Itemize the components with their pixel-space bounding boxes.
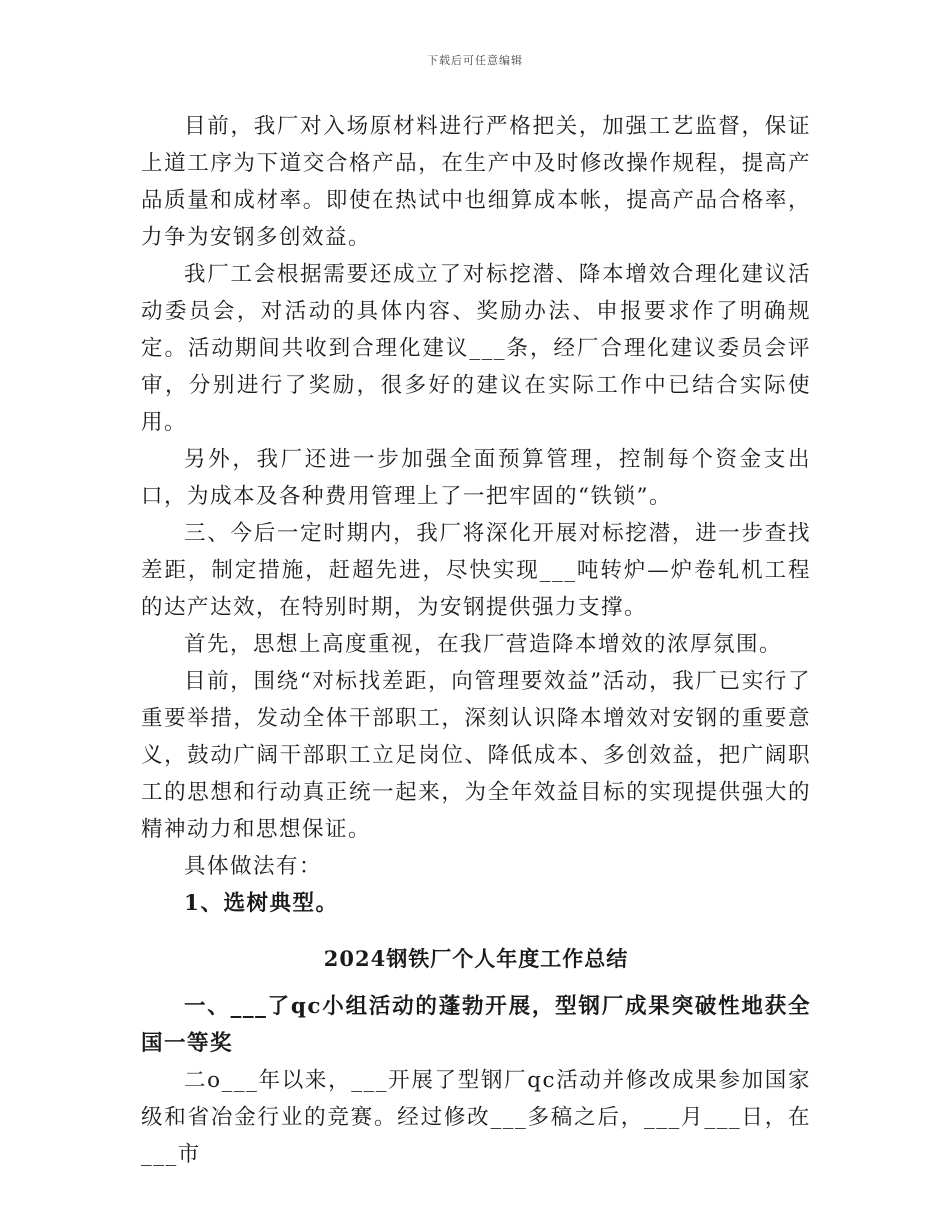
paragraph: 三、今后一定时期内，我厂将深化开展对标挖潜，进一步查找差距，制定措施，赶超先进，尽快实现___吨转炉—炉卷轧机工程的达产达效，在特别时期，为安钢提供强力支撑。 — [141, 521, 811, 620]
paragraph: 另外，我厂还进一步加强全面预算管理，控制每个资金支出口，为成本及各种费用管理上了一把牢固的“铁锁”。 — [141, 447, 811, 509]
section-title: 2024钢铁厂个人年度工作总结 — [323, 946, 629, 971]
document-body — [141, 108, 811, 1173]
section-heading: 一、___了qc小组活动的蓬勃开展，型钢厂成果突破性地获全国一等奖 — [141, 994, 811, 1056]
paragraph: 目前，我厂对入场原材料进行严格把关，加强工艺监督，保证上道工序为下道交合格产品，在生产中及时修改操作规程，提高产品质量和成材率。即使在热试中也细算成本帐，提高产品合格率，力争为安钢多创效益。 — [141, 114, 811, 250]
paragraph: 我厂工会根据需要还成立了对标挖潜、降本增效合理化建议活动委员会，对活动的具体内容、奖励办法、申报要求作了明确规定。活动期间共收到合理化建议___条，经厂合理化建议委员会评审，分别进行了奖励，很多好的建议在实际工作中已结合实际使用。 — [141, 262, 811, 435]
page-header-note: 下载后可任意编辑 — [427, 54, 523, 67]
paragraph: 具体做法有： — [184, 854, 323, 879]
list-item-heading: 1、选树典型。 — [184, 891, 339, 916]
paragraph: 目前，围绕“对标找差距，向管理要效益”活动，我厂已实行了重要举措，发动全体干部职工，深刻认识降本增效对安钢的重要意义，鼓动广阔干部职工立足岗位、降低成本、多创效益，把广阔职工的思想和行动真正统一起来，为全年效益目标的实现提供强大的精神动力和思想保证。 — [141, 669, 811, 842]
section-body-paragraph: 二o___年以来，___开展了型钢厂qc活动并修改成果参加国家级和省冶金行业的竞赛。经过修改___多稿之后，___月___日，在___市 — [141, 1068, 811, 1167]
paragraph: 首先，思想上高度重视，在我厂营造降本增效的浓厚氛围。 — [184, 632, 783, 657]
